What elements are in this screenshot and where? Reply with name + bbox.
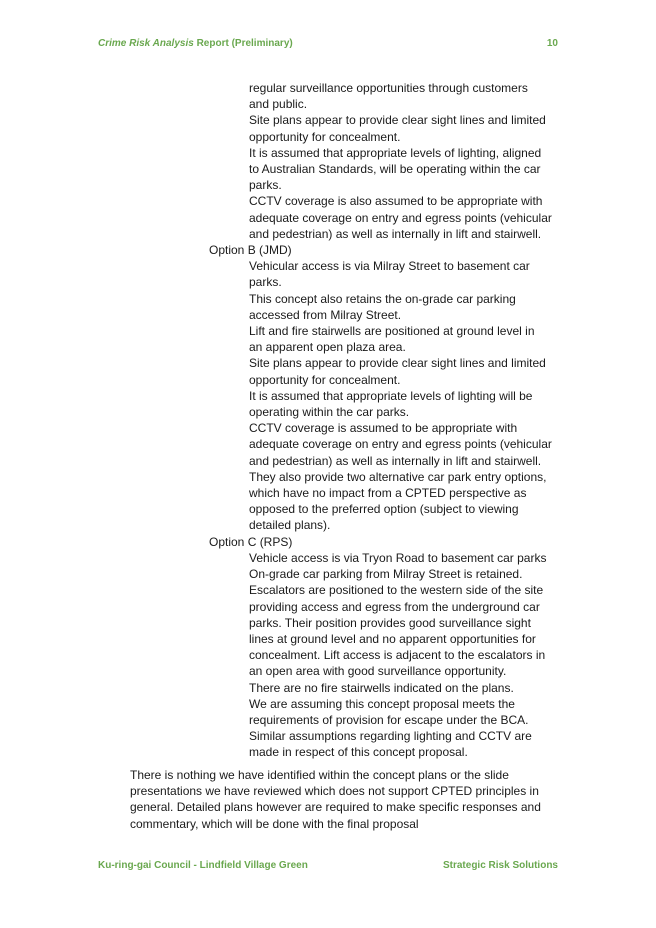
bullet-item-line: It is assumed that appropriate levels of lighting will be: [249, 388, 533, 403]
bullet-item-line: parks.: [249, 178, 282, 193]
continuation-line: and public.: [249, 97, 308, 112]
paragraph-line: commentary, which will be done with the final proposal: [130, 816, 419, 831]
bullet-item-line: operating within the car parks.: [249, 405, 410, 420]
bullet-item-line: It is assumed that appropriate levels of lighting, aligned: [249, 145, 542, 160]
footer-left: Ku-ring-gai Council - Lindfield Village Green: [98, 860, 308, 871]
bullet-item-line: accessed from Milray Street.: [249, 307, 402, 322]
bullet-item-line: Similar assumptions regarding lighting and CCTV are: [249, 729, 532, 744]
bullet-item-line: concealment. Lift access is adjacent to the escalators in: [249, 648, 546, 663]
bullet-item-line: and pedestrian) as well as internally in lift and stairwell.: [249, 226, 542, 241]
paragraph-line: presentations we have reviewed which does not support CPTED principles in: [130, 784, 539, 799]
bullet-item-line: adequate coverage on entry and egress points (vehicular: [249, 210, 552, 225]
bullet-item-line: Vehicular access is via Milray Street to basement car: [249, 259, 530, 274]
bullet-item-line: and pedestrian) as well as internally in lift and stairwell.: [249, 453, 542, 468]
bullet-item-line: This concept also retains the on-grade car parking: [249, 291, 516, 306]
bullet-item-line: On-grade car parking from Milray Street is retained.: [249, 567, 523, 582]
continuation-line: regular surveillance opportunities through customers: [249, 81, 528, 95]
page-number: 10: [546, 38, 558, 49]
bullet-item-line: CCTV coverage is also assumed to be appropriate with: [249, 194, 543, 209]
bullet-item-line: adequate coverage on entry and egress points (vehicular: [249, 437, 552, 452]
bullet-item-line: an open area with good surveillance opportunity.: [249, 664, 507, 679]
bullet-item-line: parks.: [249, 275, 282, 290]
bullet-item-line: parks. Their position provides good surveillance sight: [249, 615, 531, 630]
option-b-heading: Option B (JMD): [209, 243, 292, 258]
bullet-item-line: which have no impact from a CPTED perspective as: [249, 486, 527, 501]
document-body: [0, 80, 656, 761]
bullet-item-line: There are no fire stairwells indicated on the plans.: [249, 680, 514, 695]
bullet-item-line: opposed to the preferred option (subject to viewing: [249, 502, 519, 517]
bullet-item-line: made in respect of this concept proposal.: [249, 745, 468, 760]
report-title: [98, 38, 293, 49]
closing-paragraph: [130, 767, 570, 832]
bullet-item-line: detailed plans).: [249, 518, 331, 533]
bullet-item-line: Vehicle access is via Tryon Road to basement car parks: [249, 550, 547, 565]
bullet-item-line: to Australian Standards, will be operating within the car: [249, 162, 541, 177]
bullet-item-line: providing access and egress from the underground car: [249, 599, 540, 614]
page-header: [98, 38, 558, 49]
option-c-heading: Option C (RPS): [209, 534, 293, 549]
report-title-rest: Report (Preliminary): [193, 38, 293, 49]
bullet-item-line: We are assuming this concept proposal meets the: [249, 696, 515, 711]
bullet-item-line: opportunity for concealment.: [249, 129, 401, 144]
paragraph-line: There is nothing we have identified within the concept plans or the slide: [130, 768, 509, 782]
bullet-item-line: requirements of provision for escape under the BCA.: [249, 712, 529, 727]
bullet-item-line: opportunity for concealment.: [249, 372, 401, 387]
paragraph-line: general. Detailed plans however are required to make specific responses and: [130, 800, 541, 815]
page-footer: [98, 860, 558, 871]
bullet-item-line: Lift and fire stairwells are positioned at ground level in: [249, 324, 535, 339]
bullet-item-line: They also provide two alternative car park entry options,: [249, 469, 547, 484]
report-title-italic: Crime Risk Analysis: [98, 38, 194, 49]
bullet-item-line: Site plans appear to provide clear sight lines and limited: [249, 113, 546, 128]
bullet-item-line: lines at ground level and no apparent opportunities for: [249, 631, 536, 646]
bullet-item-line: an apparent open plaza area.: [249, 340, 406, 355]
footer-right: Strategic Risk Solutions: [442, 860, 558, 871]
bullet-item-line: CCTV coverage is assumed to be appropriate with: [249, 421, 518, 436]
bullet-item-line: Site plans appear to provide clear sight lines and limited: [249, 356, 546, 371]
bullet-item-line: Escalators are positioned to the western side of the site: [249, 583, 544, 598]
